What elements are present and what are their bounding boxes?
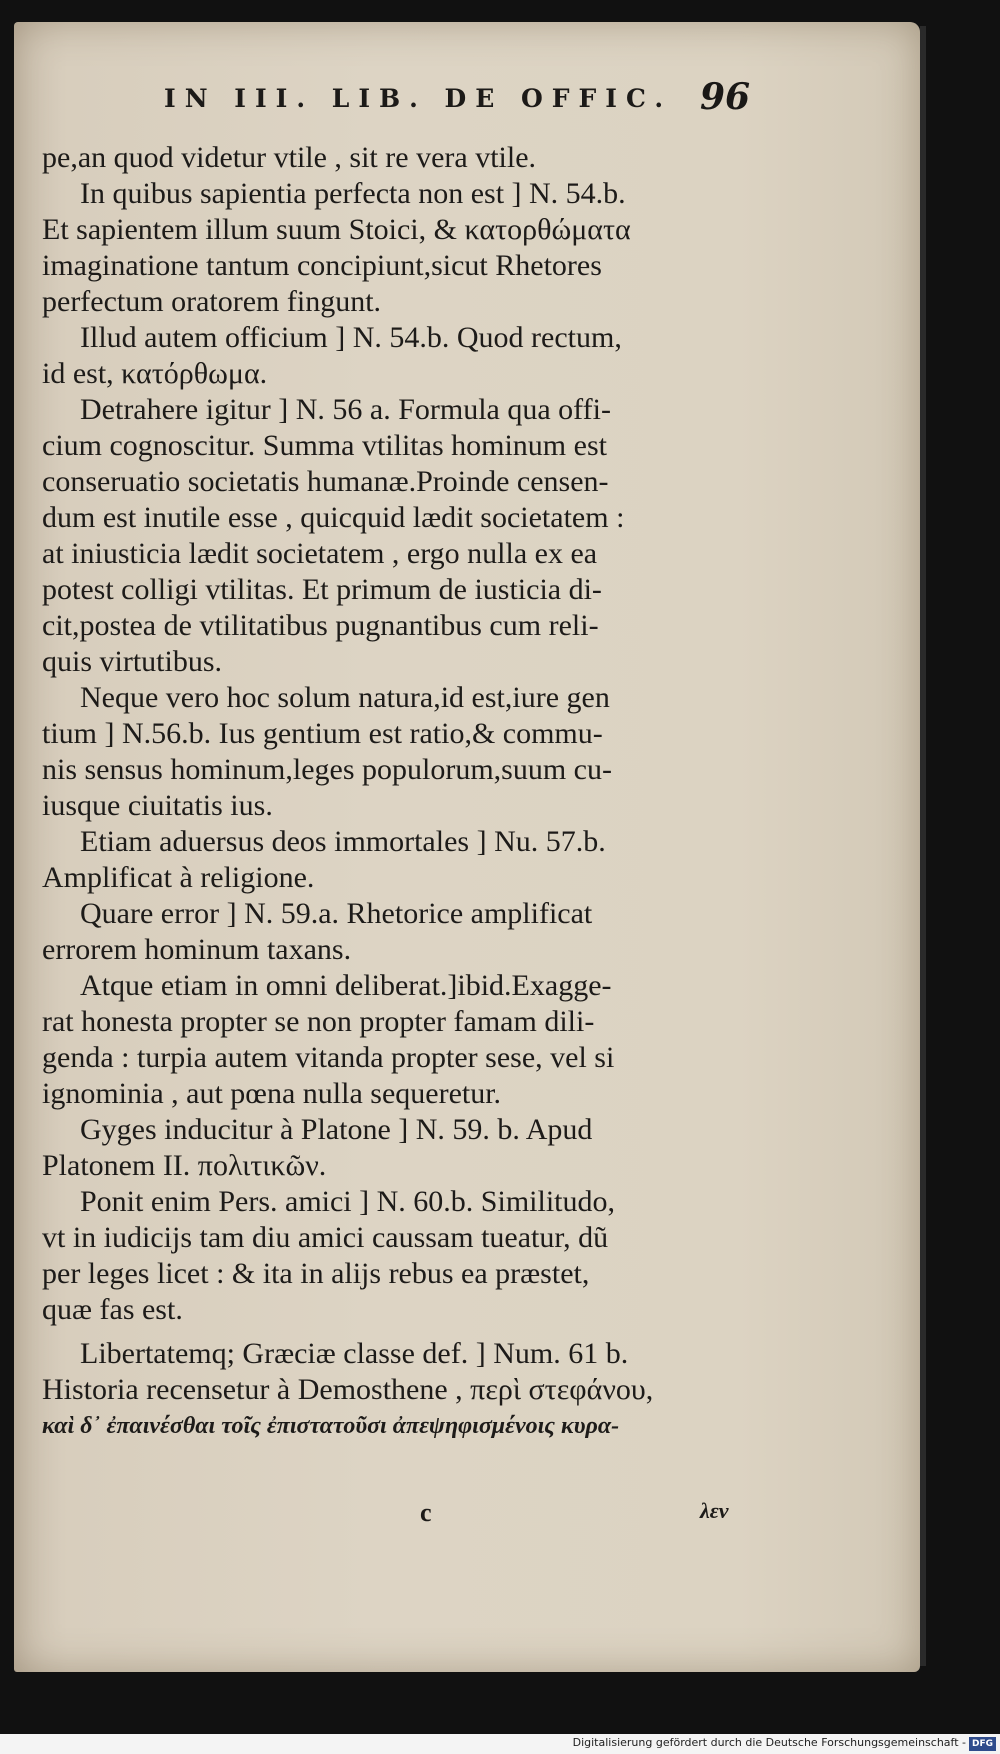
text-line: genda : turpia autem vitanda propter sese, vel si bbox=[42, 1041, 615, 1074]
text-line: rat honesta propter se non propter famam dili- bbox=[42, 1005, 595, 1038]
text-line: Historia recensetur à Demosthene , περὶ στεφάνου, bbox=[42, 1373, 654, 1406]
text-line: Atque etiam in omni deliberat.]ibid.Exagge- bbox=[80, 969, 612, 1002]
text-line: quæ fas est. bbox=[42, 1293, 183, 1326]
text-line: cit,postea de vtilitatibus pugnantibus cum reli- bbox=[42, 609, 599, 642]
text-line: Detrahere igitur ] N. 56 a. Formula qua offi- bbox=[80, 393, 611, 426]
text-line: errorem hominum taxans. bbox=[42, 933, 352, 966]
text-line: iusque ciuitatis ius. bbox=[42, 789, 273, 822]
text-line: Platonem II. πολιτικῶν. bbox=[42, 1149, 327, 1182]
text-line: pe,an quod videtur vtile , sit re vera vtile. bbox=[42, 141, 537, 174]
text-line: Libertatemq; Græciæ classe def. ] Num. 61 b. bbox=[80, 1337, 629, 1370]
text-line: Etiam aduersus deos immortales ] Nu. 57.b. bbox=[80, 825, 606, 858]
text-line: nis sensus hominum,leges populorum,suum cu- bbox=[42, 753, 612, 786]
text-line: Quare error ] N. 59.a. Rhetorice amplificat bbox=[80, 897, 593, 930]
text-line: dum est inutile esse , quicquid lædit societatem : bbox=[42, 501, 625, 534]
running-head: IN III. LIB. DE OFFIC. bbox=[164, 84, 673, 113]
text-line: perfectum oratorem fingunt. bbox=[42, 285, 382, 318]
catchword: λεν bbox=[700, 1498, 729, 1523]
text-line: quis virtutibus. bbox=[42, 645, 223, 678]
text-line: Gyges inducitur à Platone ] N. 59. b. Apud bbox=[80, 1113, 593, 1146]
text-line: potest colligi vtilitas. Et primum de iusticia di- bbox=[42, 573, 602, 606]
text-line-greek: καὶ δ᾽ ἐπαινέσθαι τοῖς ἐπιστατοῦσι ἀπεψηφισμένοις κυρα- bbox=[42, 1413, 620, 1439]
text-line: per leges licet : & ita in alijs rebus ea præstet, bbox=[42, 1257, 590, 1290]
dfg-logo-icon: DFG bbox=[969, 1737, 996, 1751]
text-line: tium ] N.56.b. Ius gentium est ratio,& commu- bbox=[42, 717, 603, 750]
book-page bbox=[14, 22, 920, 1672]
text-line: conseruatio societatis humanæ.Proinde censen- bbox=[42, 465, 609, 498]
text-line: Ponit enim Pers. amici ] N. 60.b. Similitudo, bbox=[80, 1185, 615, 1218]
text-line: cium cognoscitur. Summa vtilitas hominum est bbox=[42, 429, 607, 462]
text-line: In quibus sapientia perfecta non est ] N. 54.b. bbox=[80, 177, 626, 210]
text-line: at iniusticia lædit societatem , ergo nulla ex ea bbox=[42, 537, 598, 570]
page-number: 96 bbox=[700, 76, 751, 118]
text-line: Neque vero hoc solum natura,id est,iure gen bbox=[80, 681, 610, 714]
funding-credit: Digitalisierung gefördert durch die Deutsche Forschungsgemeinschaft - bbox=[572, 1736, 966, 1749]
text-line: Amplificat à religione. bbox=[42, 861, 315, 894]
text-line: Illud autem officium ] N. 54.b. Quod rectum, bbox=[80, 321, 622, 354]
text-line: Et sapientem illum suum Stoici, & κατορθώματα bbox=[42, 213, 631, 246]
text-line: vt in iudicijs tam diu amici caussam tueatur, dũ bbox=[42, 1221, 609, 1254]
signature-mark: c bbox=[420, 1498, 432, 1527]
credit-bar bbox=[0, 1734, 1000, 1754]
text-line: id est, κατόρθωμα. bbox=[42, 357, 268, 390]
page-edge bbox=[920, 26, 926, 1666]
text-line: ignominia , aut pœna nulla sequeretur. bbox=[42, 1077, 502, 1110]
text-line: imaginatione tantum concipiunt,sicut Rhetores bbox=[42, 249, 602, 282]
